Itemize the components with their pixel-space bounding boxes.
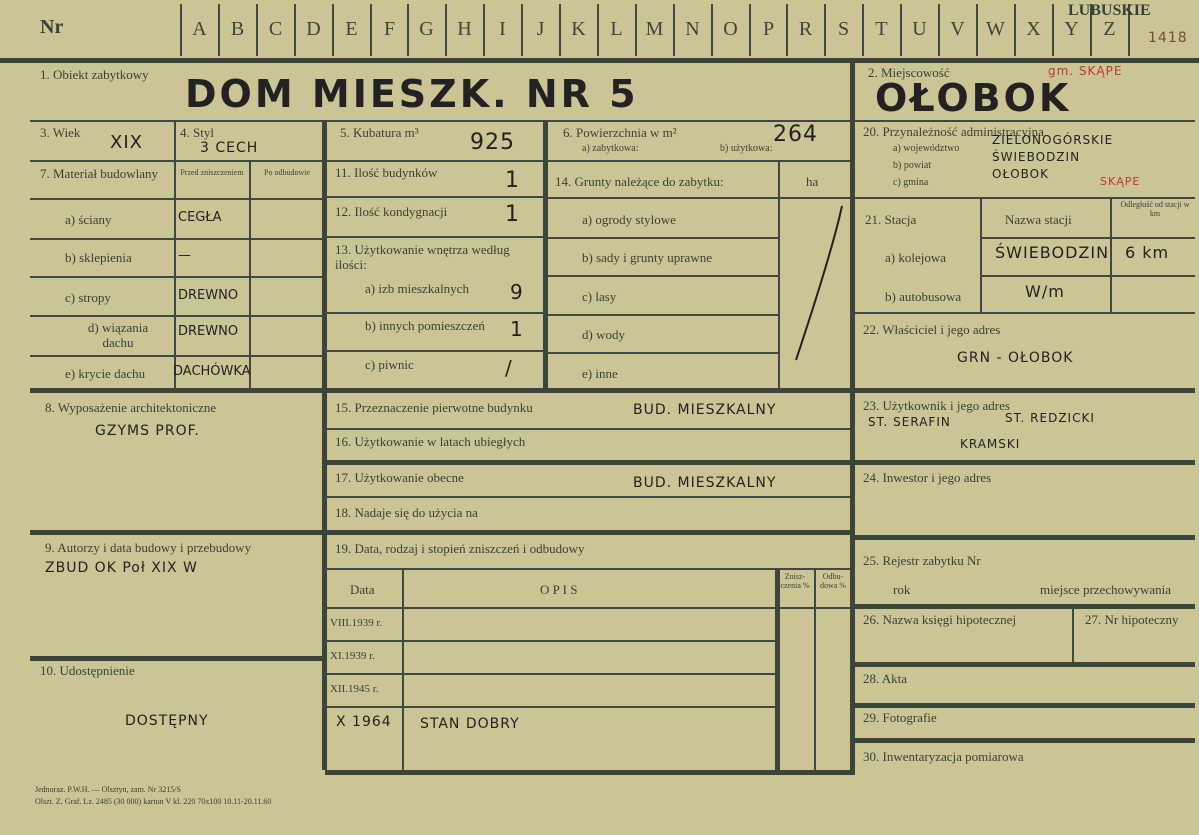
divider [855, 703, 1195, 708]
field-15-value: BUD. MIESZKALNY [633, 402, 777, 418]
region-label: LUBUSKIE [1068, 2, 1151, 19]
field-5-value: 925 [470, 130, 515, 155]
field-2-value: OŁOBOK [875, 76, 1072, 120]
divider [980, 237, 1195, 239]
field-21-label: 21. Stacja [865, 212, 917, 227]
field-23-value1: ST. SERAFIN [868, 415, 951, 429]
field-7-col-after: Po odbudowie [264, 168, 310, 177]
field-8-label: 8. Wyposażenie architektoniczne [45, 400, 217, 415]
field-6-sub-b: b) użytkowa: [720, 143, 773, 154]
divider [0, 58, 1199, 63]
divider [814, 568, 816, 773]
field-13-row-label: b) innych pomieszczeń [365, 318, 485, 333]
letter-l: L [610, 18, 623, 40]
field-21-col-name: Nazwa stacji [1005, 212, 1072, 227]
field-7-row-label: e) krycie dachu [65, 366, 146, 381]
field-26-label: 26. Nazwa księgi hipotecznej [863, 612, 1017, 627]
field-19-row-desc: STAN DOBRY [420, 716, 520, 732]
divider [30, 355, 322, 357]
field-1-value: DOM MIESZK. NR 5 [185, 72, 639, 116]
letter-z: Z [1103, 18, 1116, 40]
divider [548, 275, 778, 277]
divider [249, 160, 251, 388]
footer-line2: Olszt. Z. Graf. Lz. 2485 (30 000) karton V kl. 220 70x100 10.11-20.11.60 [35, 797, 272, 806]
divider [325, 496, 850, 498]
field-30-label: 30. Inwentaryzacja pomiarowa [863, 749, 1024, 764]
field-7-col-before: Przed zniszczeniem [180, 168, 244, 177]
divider [855, 197, 1195, 199]
field-13-label: 13. Użytkowanie wnętrza według ilości: [335, 242, 510, 272]
letter-d: D [306, 18, 321, 40]
letter-p: P [762, 18, 775, 40]
field-11-label: 11. Ilość budynków [335, 165, 438, 180]
divider [855, 460, 1195, 465]
divider [325, 236, 545, 238]
field-7-row-value: DREWNO [178, 324, 239, 339]
letter-s: S [837, 18, 850, 40]
field-7-row-value: CEGŁA [178, 210, 222, 225]
field-21-row-label: a) kolejowa [885, 250, 947, 265]
field-21-row-name: ŚWIEBODZIN [995, 243, 1110, 262]
field-17-value: BUD. MIESZKALNY [633, 475, 777, 491]
divider [325, 530, 850, 535]
letter-w: W [986, 18, 1005, 40]
divider [325, 673, 775, 675]
field-20-row-value: ZIELONOGÓRSKIE [992, 133, 1114, 147]
field-19-label: 19. Data, rodzaj i stopień zniszczeń i odbudowy [335, 541, 585, 556]
field-4-label: 4. Styl [180, 125, 214, 140]
field-13-row-label: a) izb mieszkalnych [365, 281, 469, 296]
field-14-unit: ha [806, 174, 819, 189]
letter-h: H [457, 18, 472, 40]
field-14-row-label: a) ogrody stylowe [582, 212, 676, 227]
field-20-gmina-note: SKĄPE [1100, 175, 1141, 188]
divider [548, 237, 778, 239]
field-7-label: 7. Materiał budowlany [40, 166, 159, 181]
divider [548, 352, 778, 354]
field-21-row-name: W/m [1025, 282, 1065, 301]
field-20-row-label: c) gmina [893, 177, 929, 188]
field-7-row-label: c) stropy [65, 290, 111, 305]
field-2-label: 2. Miejscowość [868, 65, 950, 80]
field-13-row-value: 1 [510, 317, 524, 341]
footer-line1: Jednoraz. P.W.H. — Olsztyn, zam. Nr 3215/S [35, 785, 181, 794]
field-5-label: 5. Kubatura m³ [340, 125, 419, 140]
field-6-sub-a: a) zabytkowa: [582, 143, 639, 154]
field-4-value: 3 CECH [200, 140, 259, 156]
field-23-label: 23. Użytkownik i jego adres [863, 398, 1010, 413]
field-9-label: 9. Autorzy i data budowy i przebudowy [45, 540, 252, 555]
field-7-row-label: b) sklepienia [65, 250, 132, 265]
divider [1110, 197, 1112, 312]
divider [855, 604, 1195, 609]
field-2-note: gm. SKĄPE [1048, 64, 1123, 78]
divider [855, 738, 1195, 743]
field-12-label: 12. Ilość kondygnacji [335, 204, 448, 219]
divider [402, 568, 404, 773]
field-13-row-value: 9 [510, 280, 524, 304]
field-6-value: 264 [773, 122, 818, 147]
field-3-value: XIX [110, 132, 143, 153]
field-29-label: 29. Fotografie [863, 710, 937, 725]
divider [30, 120, 850, 122]
field-7-row-value: DACHÓWKA [173, 364, 251, 379]
divider [325, 460, 850, 465]
divider [325, 196, 545, 198]
field-19-row-date: X 1964 [336, 714, 392, 730]
field-19-col-zn: Znisz-czenia % [780, 572, 810, 590]
divider [30, 656, 322, 661]
field-7-row-label: a) ściany [65, 212, 112, 227]
divider [855, 388, 1195, 393]
letter-o: O [723, 18, 738, 40]
letter-a: A [192, 18, 207, 40]
divider [325, 640, 775, 642]
divider [855, 662, 1195, 667]
field-14-row-label: b) sady i grunty uprawne [582, 250, 712, 265]
field-13-row-value: / [505, 356, 513, 380]
letter-f: F [383, 18, 396, 40]
field-19-row-date: XII.1945 r. [330, 683, 379, 695]
nr-label: Nr [40, 16, 64, 38]
field-21-row-dist: 6 km [1125, 243, 1170, 262]
letter-j: J [536, 18, 545, 40]
divider [174, 120, 176, 160]
letter-b: B [230, 18, 245, 40]
field-27-label: 27. Nr hipoteczny [1085, 612, 1179, 627]
field-1-label: 1. Obiekt zabytkowy [40, 67, 149, 82]
field-13-row-label: c) piwnic [365, 357, 414, 372]
letter-e: E [345, 18, 358, 40]
field-11-value: 1 [505, 168, 520, 193]
field-17-label: 17. Użytkowanie obecne [335, 470, 464, 485]
divider [325, 706, 775, 708]
divider [543, 120, 548, 388]
field-14-strike [780, 198, 850, 368]
corner-number: 1418 [1148, 30, 1188, 46]
letter-t: T [875, 18, 888, 40]
divider [174, 160, 176, 388]
field-20-row-label: a) województwo [893, 143, 960, 154]
field-25-sub-miejsce: miejsce przechowywania [1040, 582, 1172, 597]
divider [30, 276, 322, 278]
field-21-row-label: b) autobusowa [885, 289, 962, 304]
divider [30, 198, 322, 200]
field-22-value: GRN - OŁOBOK [957, 350, 1074, 366]
field-9-value: ZBUD OK Poł XIX W [45, 560, 198, 576]
letter-n: N [685, 18, 700, 40]
field-23-value2: ST. REDZICKI [1005, 411, 1095, 425]
field-25-label: 25. Rejestr zabytku Nr [863, 553, 981, 568]
divider [1072, 604, 1074, 664]
field-23-value3: KRAMSKI [960, 437, 1021, 451]
field-19-row-date: XI.1939 r. [330, 650, 375, 662]
letter-u: U [912, 18, 927, 40]
field-12-value: 1 [505, 202, 520, 227]
field-19-col-data: Data [350, 582, 375, 597]
field-19-row-date: VIII.1939 r. [330, 617, 383, 629]
field-19-col-od: Odbu-dowa % [820, 572, 846, 590]
divider [775, 568, 780, 773]
field-15-label: 15. Przeznaczenie pierwotne budynku [335, 400, 533, 415]
field-18-label: 18. Nadaje się do użycia na [335, 505, 478, 520]
field-7-row-value: DREWNO [178, 288, 239, 303]
field-16-label: 16. Użytkowanie w latach ubiegłych [335, 434, 526, 449]
divider [30, 160, 850, 162]
divider [855, 535, 1195, 540]
divider [325, 312, 545, 314]
field-10-label: 10. Udostępnienie [40, 663, 135, 678]
letter-v: V [950, 18, 965, 40]
divider [855, 312, 1195, 314]
field-8-value: GZYMS PROF. [95, 423, 200, 439]
divider [30, 315, 322, 317]
divider [30, 238, 322, 240]
field-10-value: DOSTĘPNY [125, 713, 209, 729]
field-20-label: 20. Przynależność administracyjna [863, 124, 1044, 139]
field-14-row-label: d) wody [582, 327, 625, 342]
field-7-row-label: d) wiązania dachu [87, 320, 149, 350]
divider [980, 197, 982, 312]
divider [325, 428, 850, 430]
letter-k: K [571, 18, 586, 40]
field-22-label: 22. Właściciel i jego adres [863, 322, 1001, 337]
field-20-row-value: OŁOBOK [992, 167, 1049, 181]
letter-r: R [798, 18, 813, 40]
field-14-row-label: c) lasy [582, 289, 617, 304]
field-28-label: 28. Akta [863, 671, 908, 686]
field-24-label: 24. Inwestor i jego adres [863, 470, 992, 485]
divider [855, 120, 1195, 122]
divider [30, 530, 322, 535]
field-21-col-dist: Odległość od stacji w km [1120, 200, 1190, 218]
field-14-label: 14. Grunty należące do zabytku: [555, 174, 724, 189]
letter-g: G [419, 18, 434, 40]
divider [325, 350, 545, 352]
field-7-row-value: — [178, 248, 191, 263]
letter-c: C [268, 18, 283, 40]
letter-x: X [1026, 18, 1041, 40]
letter-m: M [645, 18, 664, 40]
letter-y: Y [1064, 18, 1079, 40]
divider [980, 275, 1195, 277]
field-20-row-value: ŚWIEBODZIN [992, 150, 1081, 164]
field-19-col-opis: O P I S [540, 582, 578, 597]
field-25-sub-rok: rok [893, 582, 911, 597]
divider [548, 314, 778, 316]
letter-i: I [499, 18, 506, 40]
field-6-label: 6. Powierzchnia w m² [563, 125, 677, 140]
field-20-row-label: b) powiat [893, 160, 932, 171]
field-14-row-label: e) inne [582, 366, 618, 381]
field-3-label: 3. Wiek [40, 125, 81, 140]
